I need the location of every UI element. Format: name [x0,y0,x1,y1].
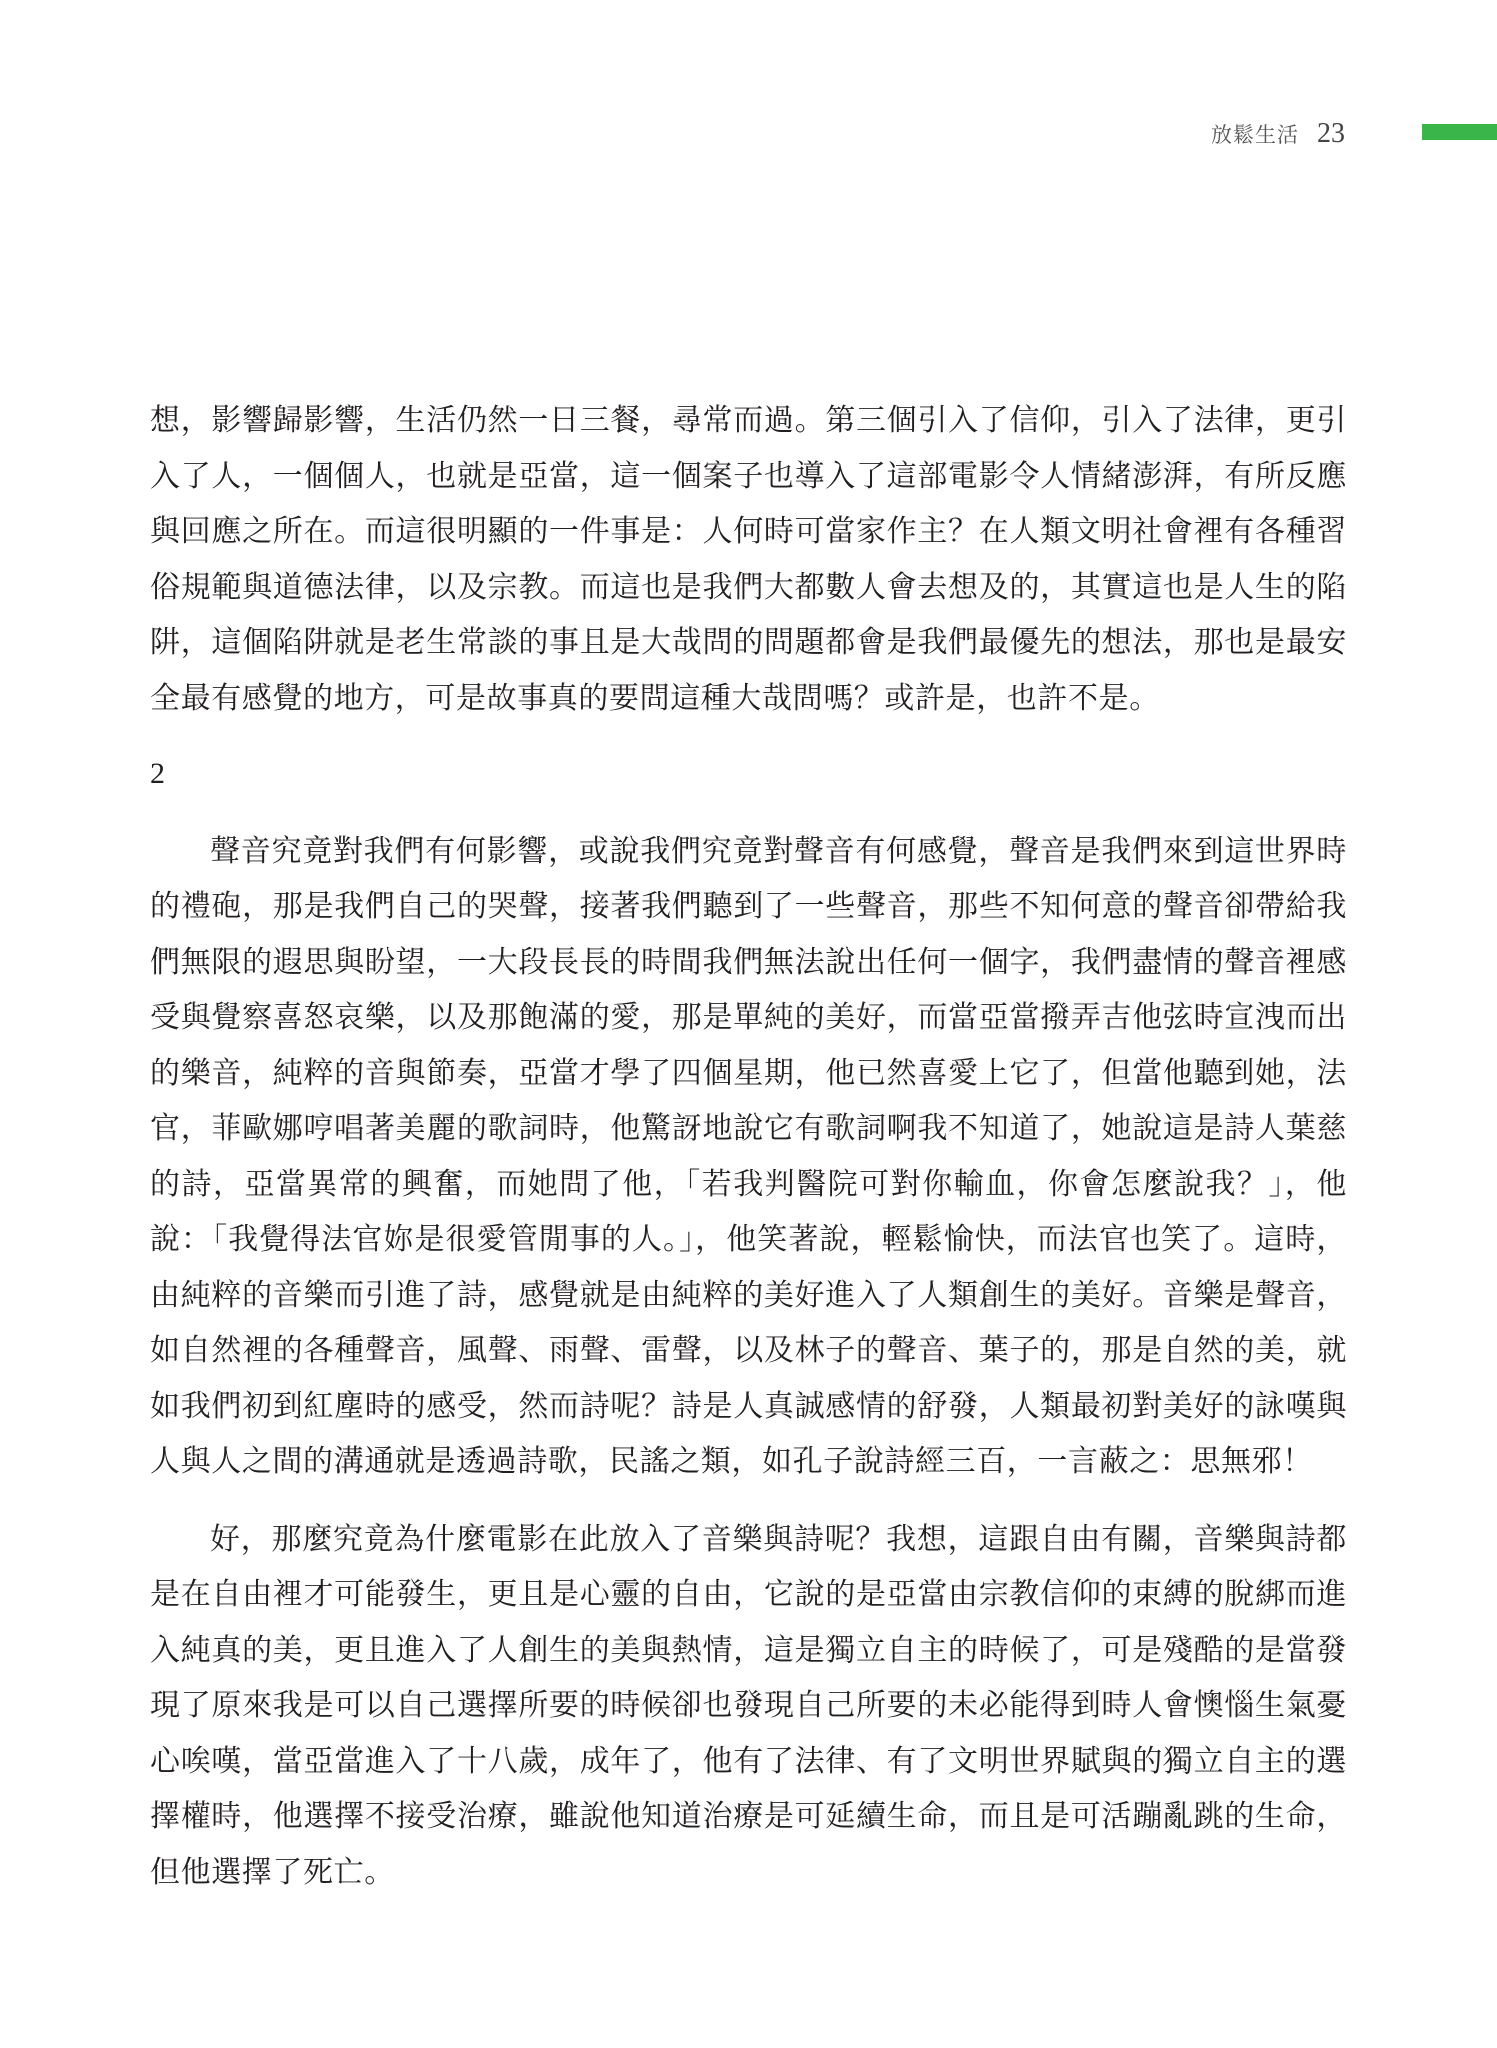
paragraph-gap [150,1490,1347,1512]
header-title: 放鬆生活 [1211,123,1299,147]
section-number: 2 [150,757,165,790]
paragraph-1: 想，影響歸影響，生活仍然一日三餐，尋常而過。第三個引入了信仰，引入了法律，更引入了人，一個個人，也就是亞當，這一個案子也導入了這部電影令人情緒澎湃，有所反應與回應之所在。而這很明顯的一件事是：人何時可當家作主？在人類文明社會裡有各種習俗規範與道德法律，以及宗教。而這也是我們大都數人會去想及的，其實這也是人生的陷阱，這個陷阱就是老生常談的事且是大哉問的問題都會是我們最優先的想法，那也是最安全最有感覺的地方，可是故事真的要問這種大哉問嗎？或許是，也許不是。 [150,403,1347,716]
body-text [150,393,1347,1900]
paragraph-3: 好，那麼究竟為什麼電影在此放入了音樂與詩呢？我想，這跟自由有關，音樂與詩都是在自由裡才可能發生，更且是心靈的自由，它說的是亞當由宗教信仰的束縛的脫綁而進入純真的美，更且進入了人創生的美與熱情，這是獨立自主的時候了，可是殘酷的是當發現了原來我是可以自己選擇所要的時候卻也發現自己所要的未必能得到時人會懊惱生氣憂心唉嘆，當亞當進入了十八歲，成年了，他有了法律、有了文明世界賦與的獨立自主的選擇權時，他選擇不接受治療，雖說他知道治療是可延續生命，而且是可活蹦亂跳的生命，但他選擇了死亡。 [150,1521,1347,1890]
paragraph-2: 聲音究竟對我們有何影響，或說我們究竟對聲音有何感覺，聲音是我們來到這世界時的禮砲，那是我們自己的哭聲，接著我們聽到了一些聲音，那些不知何意的聲音卻帶給我們無限的遐思與盼望，一大段長長的時間我們無法說出任何一個字，我們盡情的聲音裡感受與覺察喜怒哀樂，以及那飽滿的愛，那是單純的美好，而當亞當撥弄吉他弦時宣洩而出的樂音，純粹的音與節奏，亞當才學了四個星期，他已然喜愛上它了，但當他聽到她，法官，菲歐娜哼唱著美麗的歌詞時，他驚訝地說它有歌詞啊我不知道了，她說這是詩人葉慈的詩，亞當異常的興奮，而她問了他，「若我判醫院可對你輸血，你會怎麼說我？」，他說：「我覺得法官妳是很愛管閒事的人。」，他笑著說，輕鬆愉快，而法官也笑了。這時，由純粹的音樂而引進了詩，感覺就是由純粹的美好進入了人類創生的美好。音樂是聲音，如自然裡的各種聲音，風聲、雨聲、雷聲，以及林子的聲音、葉子的，那是自然的美，就如我們初到紅塵時的感受，然而詩呢？詩是人真誠感情的舒發，人類最初對美好的詠嘆與人與人之間的溝通就是透過詩歌，民謠之類，如孔子說詩經三百，一言蔽之：思無邪！ [150,833,1347,1479]
chapter-tab-marker [1422,124,1497,140]
page-number: 23 [1317,118,1345,149]
running-header [1211,118,1345,150]
